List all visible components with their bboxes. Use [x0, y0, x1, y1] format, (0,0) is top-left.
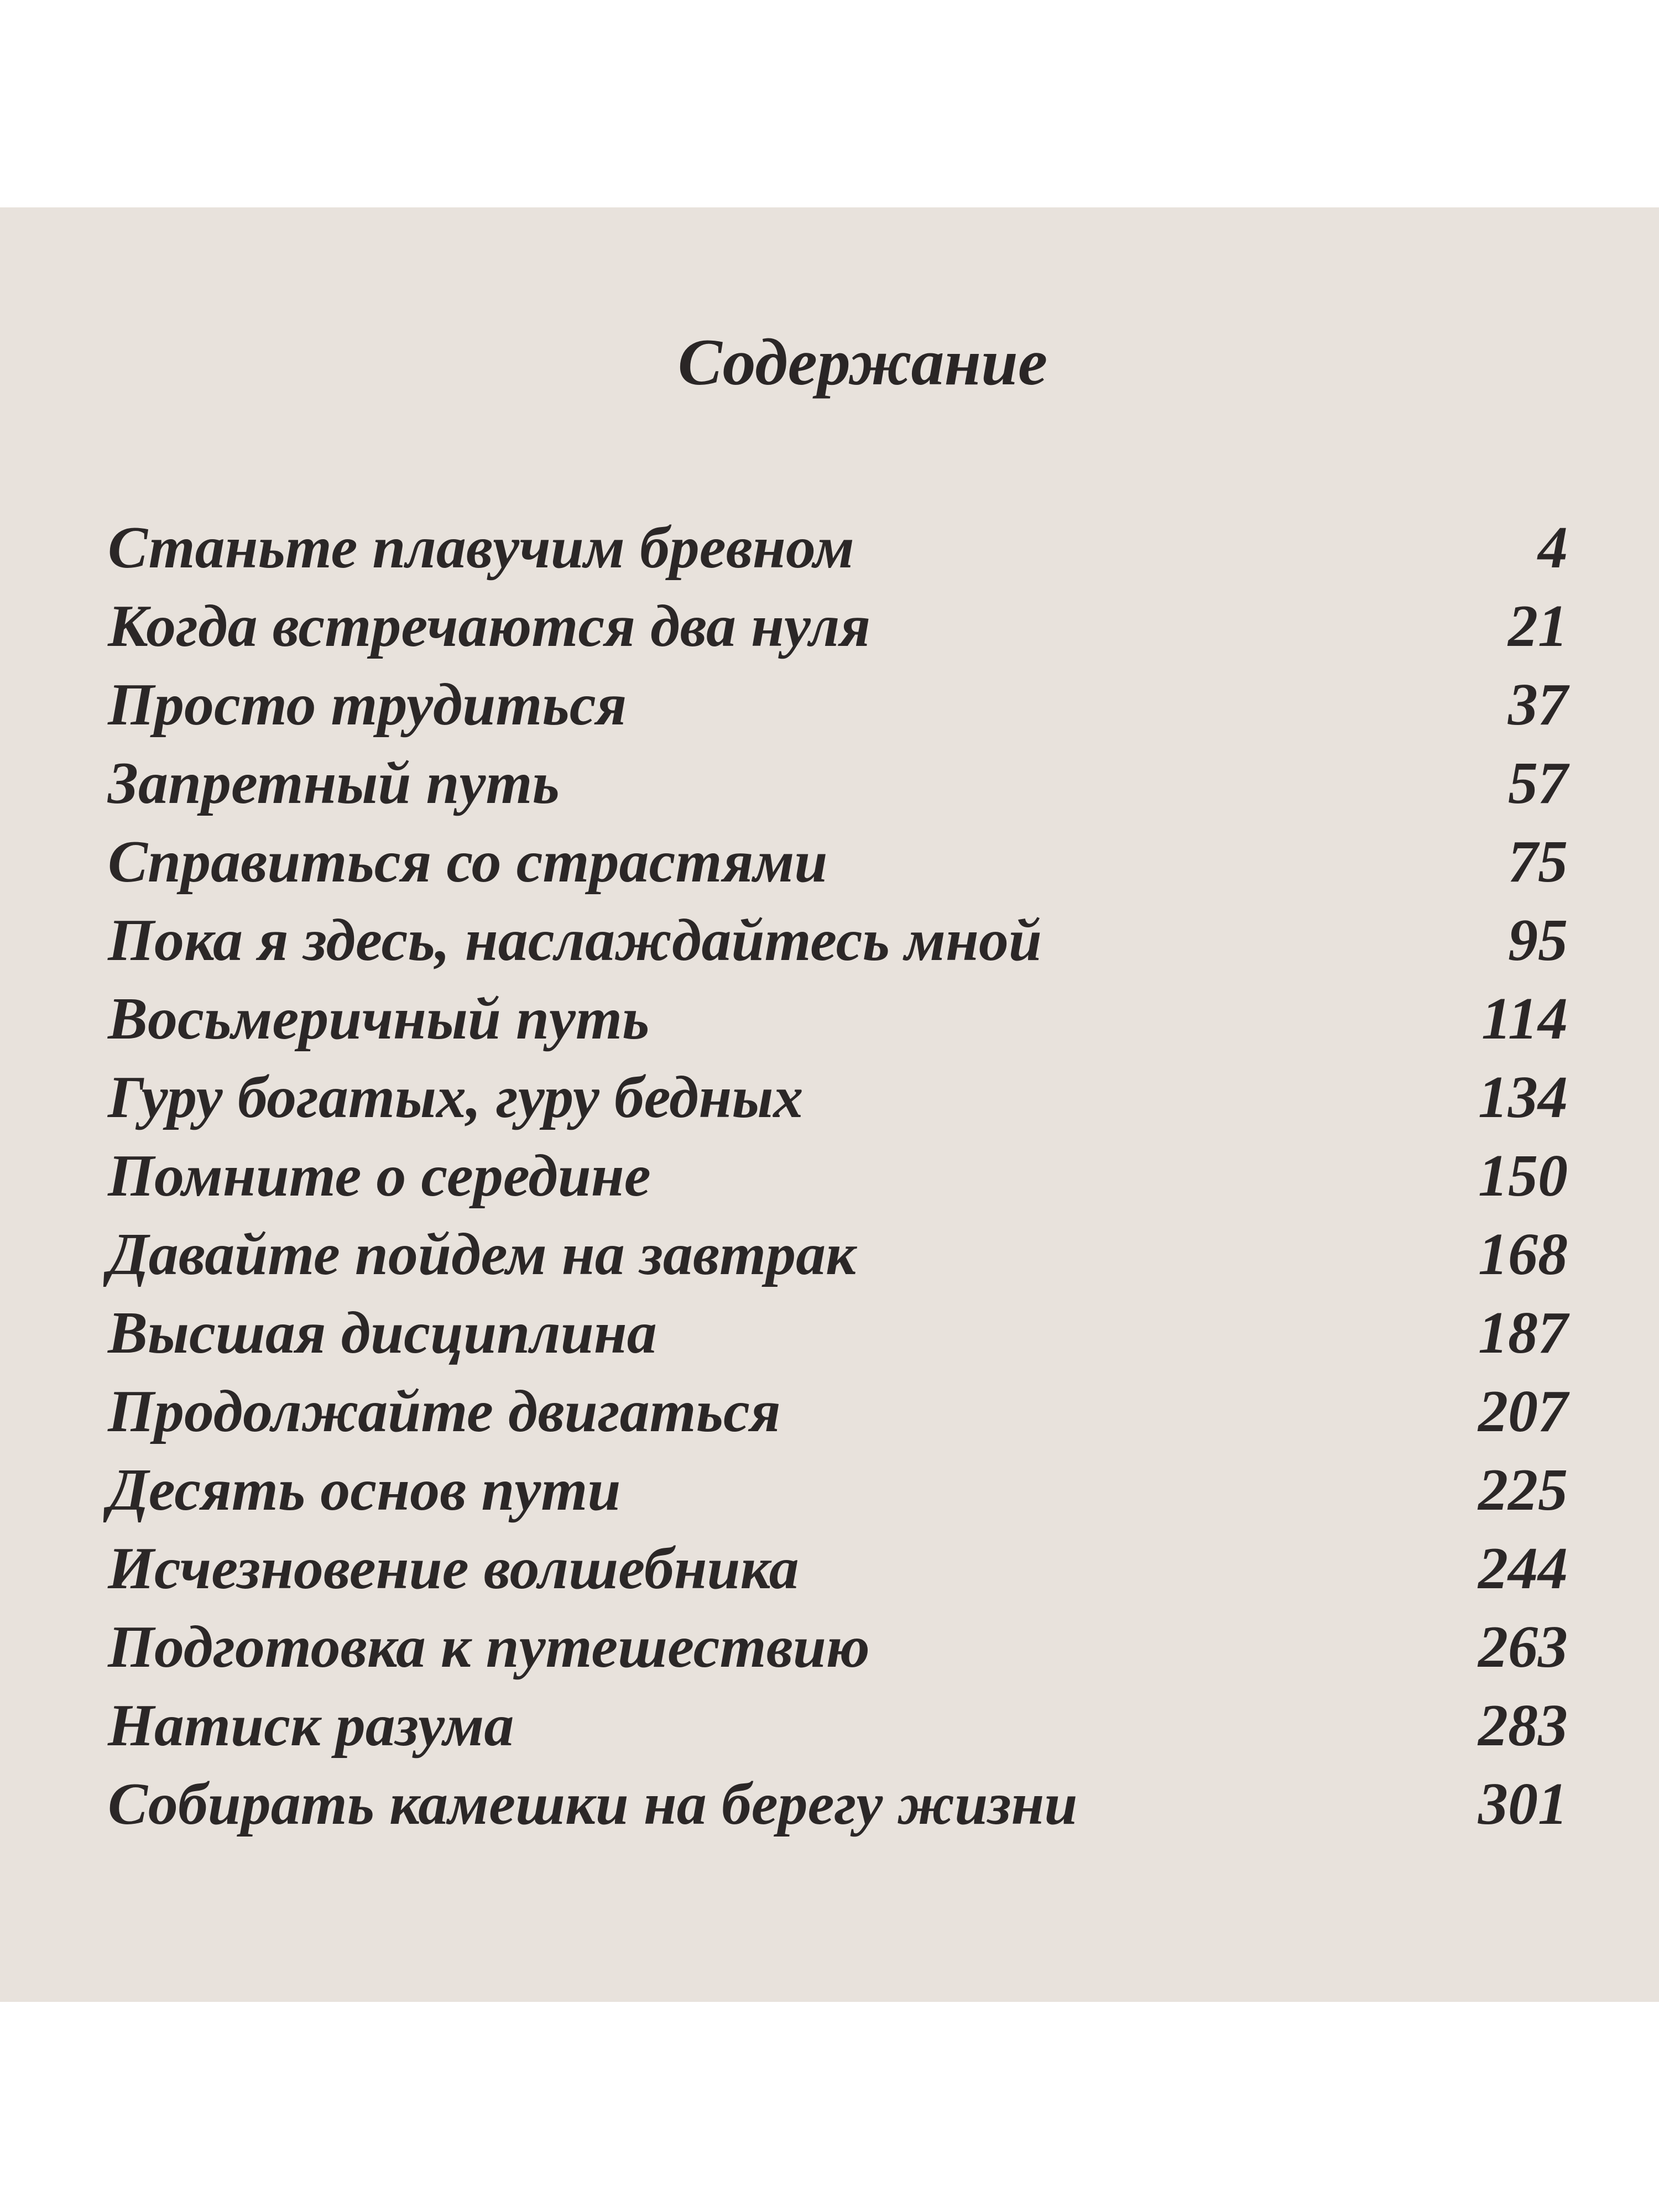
toc-entry-title: Подготовка к путешествию [108, 1614, 870, 1680]
toc-entry-title: Десять основ пути [108, 1457, 621, 1523]
toc-entry-title: Продолжайте двигаться [108, 1379, 781, 1444]
toc-entry-title: Пока я здесь, наслаждайтесь мной [108, 907, 1042, 973]
toc-entry [108, 587, 1568, 666]
toc-entry-page-number: 75 [1508, 829, 1568, 895]
toc-entry [108, 1215, 1568, 1294]
toc-entry-title: Давайте пойдем на завтрак [108, 1222, 856, 1287]
toc-entry [108, 980, 1568, 1058]
toc-entry-title: Справиться со страстями [108, 829, 828, 895]
toc-entry-page-number: 21 [1508, 593, 1568, 659]
toc-entry-title: Высшая дисциплина [108, 1300, 657, 1366]
toc-entry-page-number: 4 [1538, 515, 1568, 581]
toc-entry-page-number: 207 [1478, 1379, 1568, 1444]
toc-entry-title: Просто трудиться [108, 672, 627, 738]
toc-entry [108, 666, 1568, 744]
toc-entry-page-number: 187 [1478, 1300, 1568, 1366]
toc-entry-page-number: 114 [1481, 986, 1568, 1052]
toc-entry-page-number: 134 [1478, 1065, 1568, 1130]
toc-entry-page-number: 95 [1508, 907, 1568, 973]
toc-entry [108, 1373, 1568, 1451]
page-title: Содержание [677, 325, 1048, 399]
toc-entry-page-number: 37 [1508, 672, 1568, 738]
toc-entry-title: Собирать камешки на берегу жизни [108, 1771, 1078, 1837]
toc-entry-title: Исчезновение волшебника [108, 1536, 799, 1601]
toc-entry [108, 1137, 1568, 1215]
toc-entry [108, 744, 1568, 823]
toc-entry-title: Восьмеричный путь [108, 986, 650, 1052]
toc-entry-page-number: 283 [1478, 1693, 1568, 1759]
toc-entry [108, 1451, 1568, 1530]
toc-entry [108, 1687, 1568, 1765]
toc-entry-page-number: 244 [1478, 1536, 1568, 1601]
toc-entry [108, 1530, 1568, 1608]
toc-entry [108, 823, 1568, 901]
toc-entry-page-number: 57 [1508, 750, 1568, 816]
toc-entry [108, 901, 1568, 980]
toc-entry [108, 1765, 1568, 1844]
table-of-contents [108, 509, 1568, 1844]
toc-entry-page-number: 150 [1478, 1143, 1568, 1209]
toc-entry-page-number: 301 [1478, 1771, 1568, 1837]
toc-entry [108, 509, 1568, 587]
toc-entry-page-number: 263 [1478, 1614, 1568, 1680]
toc-entry-title: Запретный путь [108, 750, 560, 816]
toc-entry [108, 1058, 1568, 1137]
toc-entry-title: Когда встречаются два нуля [108, 593, 871, 659]
toc-entry [108, 1608, 1568, 1687]
toc-entry-title: Натиск разума [108, 1693, 514, 1759]
toc-entry-page-number: 225 [1478, 1457, 1568, 1523]
toc-entry-title: Станьте плавучим бревном [108, 515, 854, 581]
toc-entry-title: Помните о середине [108, 1143, 651, 1209]
toc-entry-page-number: 168 [1478, 1222, 1568, 1287]
toc-entry [108, 1294, 1568, 1373]
toc-entry-title: Гуру богатых, гуру бедных [108, 1065, 804, 1130]
